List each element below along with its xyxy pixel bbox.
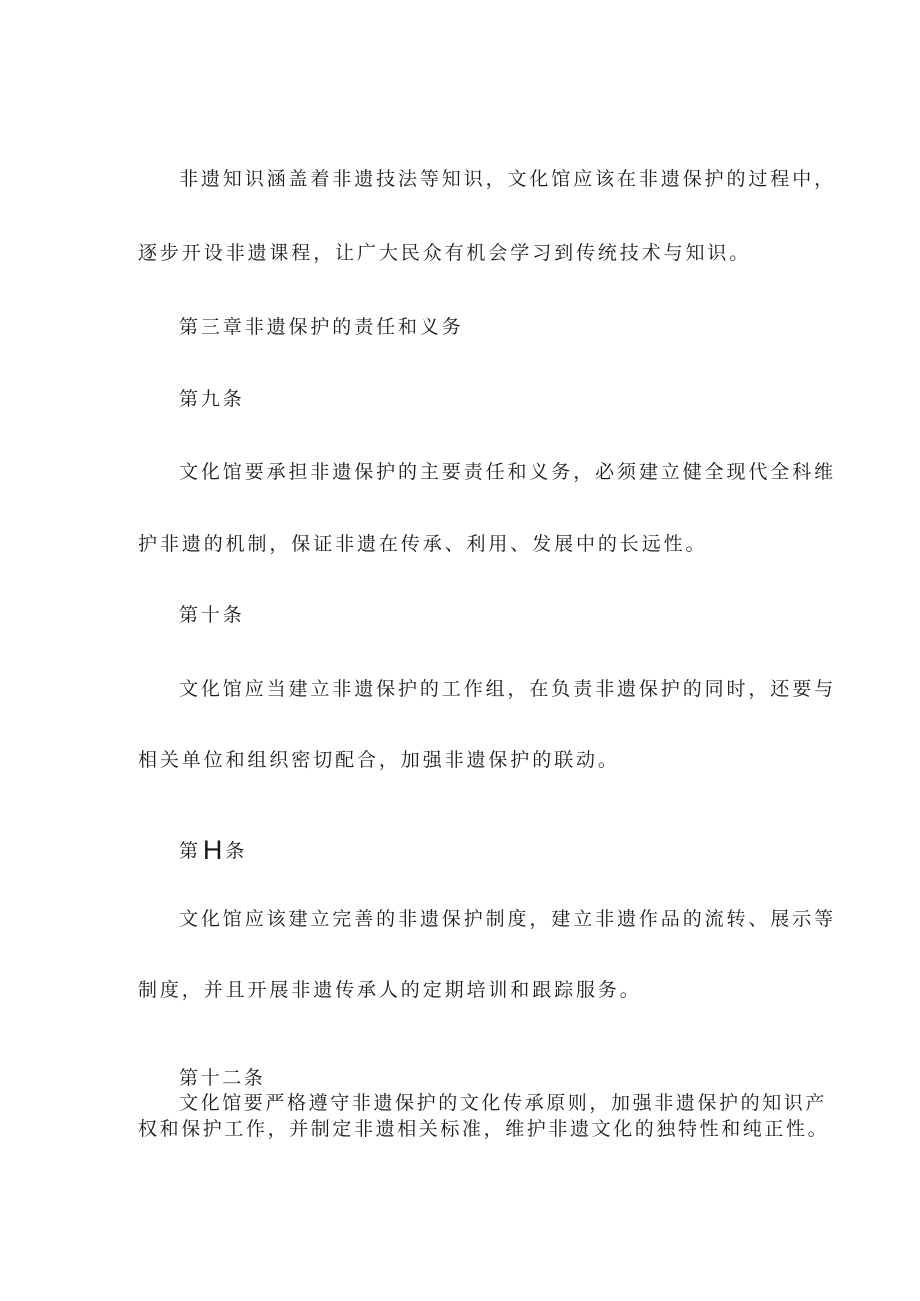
article-title-prefix: 第 <box>179 840 201 862</box>
paragraph-line: 权和保护工作，并制定非遗相关标准，维护非遗文化的独特性和纯正性。 <box>138 1118 830 1140</box>
chapter-title: 第三章非遗保护的责任和义务 <box>179 316 464 338</box>
article-title: 第十条 <box>179 604 245 626</box>
paragraph-line: 文化馆应该建立完善的非遗保护制度，建立非遗作品的流转、展示等 <box>179 908 837 930</box>
paragraph-line: 制度，并且开展非遗传承人的定期培训和跟踪服务。 <box>138 979 642 1001</box>
paragraph-line: 文化馆要承担非遗保护的主要责任和义务，必须建立健全现代全科维 <box>179 461 837 483</box>
paragraph-line: 文化馆要严格遵守非遗保护的文化传承原则，加强非遗保护的知识产 <box>179 1092 828 1114</box>
paragraph-line: 逐步开设非遗课程，让广大民众有机会学习到传统技术与知识。 <box>138 242 752 264</box>
article-title-glyph: H <box>202 835 223 865</box>
paragraph-line: 相关单位和组织密切配合，加强非遗保护的联动。 <box>138 749 620 771</box>
article-title <box>179 835 248 865</box>
paragraph-line: 文化馆应当建立非遗保护的工作组，在负责非遗保护的同时，还要与 <box>179 678 837 700</box>
article-title: 第九条 <box>179 388 245 410</box>
article-title-suffix: 条 <box>225 840 248 862</box>
paragraph-line: 护非遗的机制，保证非遗在传承、利用、发展中的长远性。 <box>138 533 708 555</box>
paragraph-line: 非遗知识涵盖着非遗技法等知识，文化馆应该在非遗保护的过程中， <box>179 168 837 190</box>
article-title: 第十二条 <box>179 1067 266 1089</box>
